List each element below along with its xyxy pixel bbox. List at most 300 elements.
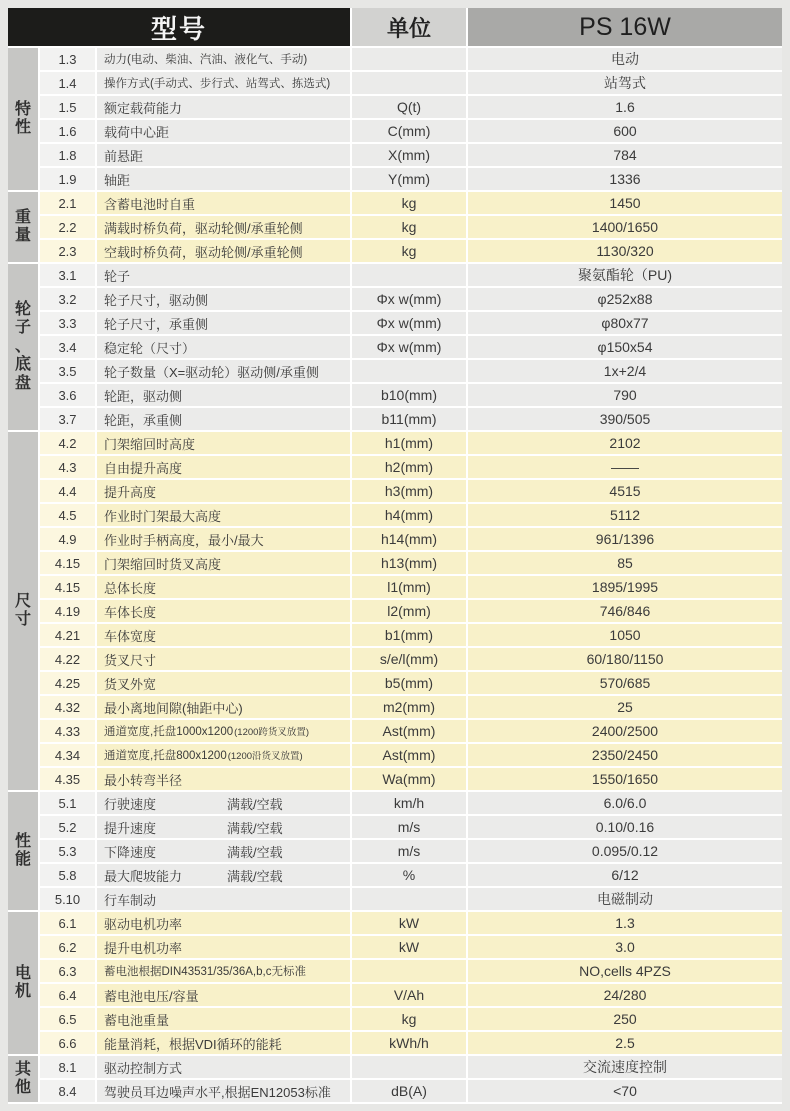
table-row <box>40 744 782 766</box>
row-value: 2.5 <box>468 1032 782 1054</box>
table-row <box>40 336 782 358</box>
row-value: 4515 <box>468 480 782 502</box>
section-label-char: 性 <box>14 832 31 850</box>
row-label-text: 满载时桥负荷，驱动轮侧/承重轮侧 <box>104 220 303 236</box>
row-value: φ150x54 <box>468 336 782 358</box>
table-row <box>40 672 782 694</box>
model-column-header: 型号 <box>8 8 350 46</box>
row-label-text: 最小离地间隙(轴距中心) <box>104 700 243 716</box>
row-number: 4.3 <box>40 456 95 478</box>
row-label <box>97 264 350 286</box>
row-label-text: 轮距，承重侧 <box>104 412 183 428</box>
row-label <box>97 864 350 886</box>
table-row <box>40 984 782 1006</box>
row-label <box>97 840 350 862</box>
row-unit: Q(t) <box>352 96 466 118</box>
row-label <box>97 1080 350 1102</box>
row-unit: s/e/l(mm) <box>352 648 466 670</box>
section-label <box>8 192 38 262</box>
row-value: 1895/1995 <box>468 576 782 598</box>
row-number: 1.6 <box>40 120 95 142</box>
row-unit: kWh/h <box>352 1032 466 1054</box>
table-row <box>40 1056 782 1078</box>
section-label-char: 子 <box>14 319 31 337</box>
section-label <box>8 432 38 790</box>
table-row <box>40 960 782 982</box>
row-label <box>97 144 350 166</box>
row-unit: kg <box>352 1008 466 1030</box>
row-label-text: 驱动控制方式 <box>104 1060 183 1076</box>
row-label-text: 载荷中心距 <box>104 124 170 140</box>
row-unit: Φx w(mm) <box>352 312 466 334</box>
row-label <box>97 816 350 838</box>
row-value: 746/846 <box>468 600 782 622</box>
row-label <box>97 696 350 718</box>
row-label-text: 作业时门架最大高度 <box>104 508 222 524</box>
row-label-text: 最小转弯半径 <box>104 772 183 788</box>
section-rows <box>40 432 782 790</box>
row-unit: m/s <box>352 816 466 838</box>
row-value: φ80x77 <box>468 312 782 334</box>
row-label-text: 自由提升高度 <box>104 460 183 476</box>
row-number: 4.15 <box>40 576 95 598</box>
table-row <box>40 96 782 118</box>
row-label-text: 轴距 <box>104 172 131 188</box>
row-label-note: (1200跨货叉放置) <box>234 727 310 738</box>
row-value: 0.095/0.12 <box>468 840 782 862</box>
row-unit <box>352 264 466 286</box>
row-number: 2.3 <box>40 240 95 262</box>
table-row <box>40 768 782 790</box>
row-label-text: 操作方式(手动式、步行式、站驾式、拣选式) <box>104 78 331 90</box>
row-label-text: 通道宽度,托盘1000x1200 <box>104 726 234 738</box>
row-label <box>97 336 350 358</box>
row-number: 8.1 <box>40 1056 95 1078</box>
section-rows <box>40 1056 782 1102</box>
table-row <box>40 384 782 406</box>
row-value: 60/180/1150 <box>468 648 782 670</box>
table-row <box>40 648 782 670</box>
row-label-text: 额定载荷能力 <box>104 100 183 116</box>
table-row <box>40 600 782 622</box>
row-number: 4.25 <box>40 672 95 694</box>
row-number: 1.8 <box>40 144 95 166</box>
section-rows <box>40 792 782 910</box>
row-label-text: 总体长度 <box>104 580 157 596</box>
row-unit <box>352 360 466 382</box>
table-row <box>40 504 782 526</box>
row-value: 2400/2500 <box>468 720 782 742</box>
row-value: 6/12 <box>468 864 782 886</box>
row-label-text: 通道宽度,托盘800x1200 <box>104 750 227 762</box>
row-label <box>97 120 350 142</box>
row-label <box>97 192 350 214</box>
section-性能 <box>8 792 782 910</box>
row-number: 4.5 <box>40 504 95 526</box>
row-unit <box>352 48 466 70</box>
row-label-text: 轮子数量（X=驱动轮）驱动侧/承重侧 <box>104 364 319 380</box>
row-number: 4.32 <box>40 696 95 718</box>
section-label-char: 尺 <box>14 592 31 610</box>
row-unit: Ast(mm) <box>352 744 466 766</box>
row-label <box>97 720 350 742</box>
section-label-char: 特 <box>14 100 31 118</box>
row-number: 4.21 <box>40 624 95 646</box>
row-label-text: 蓄电池重量 <box>104 1012 170 1028</box>
row-unit: m/s <box>352 840 466 862</box>
row-label-condition: 满载/空载 <box>227 796 283 812</box>
row-label <box>97 48 350 70</box>
table-header-row <box>8 8 782 46</box>
row-value: 1336 <box>468 168 782 190</box>
row-value: 电动 <box>468 48 782 70</box>
row-unit: h4(mm) <box>352 504 466 526</box>
row-unit: Φx w(mm) <box>352 288 466 310</box>
row-label-text: 车体长度 <box>104 604 157 620</box>
row-unit <box>352 72 466 94</box>
table-row <box>40 720 782 742</box>
table-row <box>40 792 782 814</box>
row-number: 3.3 <box>40 312 95 334</box>
section-label <box>8 48 38 190</box>
row-label-text: 含蓄电池时自重 <box>104 196 196 212</box>
row-number: 2.2 <box>40 216 95 238</box>
row-number: 3.6 <box>40 384 95 406</box>
row-unit: h2(mm) <box>352 456 466 478</box>
row-unit: h3(mm) <box>352 480 466 502</box>
row-label-text: 最大爬坡能力 <box>104 868 183 884</box>
table-row <box>40 864 782 886</box>
row-label <box>97 96 350 118</box>
row-number: 5.3 <box>40 840 95 862</box>
row-unit: Y(mm) <box>352 168 466 190</box>
row-number: 4.2 <box>40 432 95 454</box>
row-value: 1.6 <box>468 96 782 118</box>
row-value: 1x+2/4 <box>468 360 782 382</box>
table-row <box>40 120 782 142</box>
section-label-char: 性 <box>14 119 31 136</box>
section-rows <box>40 192 782 262</box>
table-row <box>40 144 782 166</box>
row-label <box>97 216 350 238</box>
section-rows <box>40 264 782 430</box>
section-label-char: 重 <box>14 208 31 226</box>
row-label-text: 轮子 <box>104 268 131 284</box>
row-label <box>97 936 350 958</box>
row-value: 6.0/6.0 <box>468 792 782 814</box>
row-label <box>97 504 350 526</box>
row-label-condition: 满载/空载 <box>227 820 283 836</box>
row-value: 站驾式 <box>468 72 782 94</box>
row-label <box>97 168 350 190</box>
row-unit: l1(mm) <box>352 576 466 598</box>
row-unit: Φx w(mm) <box>352 336 466 358</box>
row-value: —— <box>468 456 782 478</box>
row-unit: b10(mm) <box>352 384 466 406</box>
section-label-char: 其 <box>14 1060 31 1078</box>
row-value: 784 <box>468 144 782 166</box>
row-label-text: 蓄电池电压/容量 <box>104 988 199 1004</box>
row-value: 1130/320 <box>468 240 782 262</box>
row-value: 1550/1650 <box>468 768 782 790</box>
row-label <box>97 672 350 694</box>
row-label <box>97 960 350 982</box>
row-value: 2102 <box>468 432 782 454</box>
row-label <box>97 1008 350 1030</box>
row-unit: h1(mm) <box>352 432 466 454</box>
row-value: 600 <box>468 120 782 142</box>
row-unit <box>352 1056 466 1078</box>
row-unit: m2(mm) <box>352 696 466 718</box>
row-value: 5112 <box>468 504 782 526</box>
row-label <box>97 912 350 934</box>
row-value: 电磁制动 <box>468 888 782 910</box>
section-label-char: 能 <box>14 851 31 868</box>
row-label-condition: 满载/空载 <box>227 844 283 860</box>
row-label-text: 行车制动 <box>104 892 157 908</box>
row-label-text: 提升电机功率 <box>104 940 183 956</box>
row-value: φ252x88 <box>468 288 782 310</box>
row-unit: h14(mm) <box>352 528 466 550</box>
section-label-char: 寸 <box>14 611 31 628</box>
table-row <box>40 192 782 214</box>
row-unit: X(mm) <box>352 144 466 166</box>
table-row <box>40 1032 782 1054</box>
row-label <box>97 312 350 334</box>
row-label-text: 轮距，驱动侧 <box>104 388 183 404</box>
row-unit: l2(mm) <box>352 600 466 622</box>
section-label-char: 轮 <box>14 301 31 319</box>
table-row <box>40 456 782 478</box>
row-number: 4.22 <box>40 648 95 670</box>
row-label <box>97 288 350 310</box>
table-row <box>40 1080 782 1102</box>
row-number: 5.2 <box>40 816 95 838</box>
row-unit: b1(mm) <box>352 624 466 646</box>
row-label <box>97 648 350 670</box>
section-label-char: 量 <box>14 227 31 244</box>
row-number: 1.5 <box>40 96 95 118</box>
table-row <box>40 912 782 934</box>
section-rows <box>40 48 782 190</box>
row-label-text: 驾驶员耳边噪声水平,根据EN12053标准 <box>104 1084 331 1100</box>
row-label-text: 轮子尺寸，驱动侧 <box>104 292 209 308</box>
table-row <box>40 216 782 238</box>
row-unit: Wa(mm) <box>352 768 466 790</box>
row-number: 3.2 <box>40 288 95 310</box>
row-label <box>97 360 350 382</box>
section-label <box>8 912 38 1054</box>
table-row <box>40 432 782 454</box>
row-label-note: (1200沿货叉放置) <box>227 751 303 762</box>
row-label <box>97 600 350 622</box>
row-value: 390/505 <box>468 408 782 430</box>
row-unit <box>352 888 466 910</box>
row-number: 5.1 <box>40 792 95 814</box>
row-number: 4.4 <box>40 480 95 502</box>
row-unit: V/Ah <box>352 984 466 1006</box>
row-unit: C(mm) <box>352 120 466 142</box>
table-row <box>40 576 782 598</box>
row-unit: h13(mm) <box>352 552 466 574</box>
table-row <box>40 480 782 502</box>
table-row <box>40 936 782 958</box>
row-label <box>97 792 350 814</box>
row-unit <box>352 960 466 982</box>
row-number: 3.7 <box>40 408 95 430</box>
row-label <box>97 240 350 262</box>
model-name-header: PS 16W <box>468 8 782 46</box>
table-row <box>40 168 782 190</box>
row-label <box>97 432 350 454</box>
row-number: 6.2 <box>40 936 95 958</box>
section-label-char: 他 <box>14 1079 31 1096</box>
row-number: 3.1 <box>40 264 95 286</box>
row-label <box>97 528 350 550</box>
row-value: 1450 <box>468 192 782 214</box>
row-label <box>97 1056 350 1078</box>
row-label-text: 空载时桥负荷，驱动轮侧/承重轮侧 <box>104 244 303 260</box>
row-label <box>97 72 350 94</box>
row-value: 1400/1650 <box>468 216 782 238</box>
section-特性 <box>8 48 782 190</box>
row-value: 570/685 <box>468 672 782 694</box>
row-value: 961/1396 <box>468 528 782 550</box>
row-value: 85 <box>468 552 782 574</box>
row-number: 3.4 <box>40 336 95 358</box>
section-label <box>8 1056 38 1102</box>
row-label <box>97 744 350 766</box>
row-label-condition: 满载/空载 <box>227 868 283 884</box>
table-row <box>40 1008 782 1030</box>
row-label-text: 能量消耗，根据VDI循环的能耗 <box>104 1036 282 1052</box>
table-row <box>40 264 782 286</box>
row-label <box>97 408 350 430</box>
row-label-text: 门架缩回时高度 <box>104 436 196 452</box>
row-number: 6.1 <box>40 912 95 934</box>
row-label <box>97 552 350 574</box>
row-number: 4.15 <box>40 552 95 574</box>
row-value: 790 <box>468 384 782 406</box>
section-其他 <box>8 1056 782 1102</box>
row-label-text: 行驶速度 <box>104 796 157 812</box>
row-value: 25 <box>468 696 782 718</box>
row-unit: % <box>352 864 466 886</box>
row-label-text: 货叉尺寸 <box>104 652 157 668</box>
table-row <box>40 696 782 718</box>
row-label <box>97 624 350 646</box>
table-row <box>40 888 782 910</box>
section-label-char: 电 <box>14 964 31 982</box>
row-value: 交流速度控制 <box>468 1056 782 1078</box>
row-label-text: 前悬距 <box>104 148 144 164</box>
section-label <box>8 792 38 910</box>
row-label <box>97 456 350 478</box>
row-number: 4.33 <box>40 720 95 742</box>
row-number: 4.35 <box>40 768 95 790</box>
row-unit: km/h <box>352 792 466 814</box>
row-label <box>97 384 350 406</box>
row-unit: kg <box>352 216 466 238</box>
row-number: 5.8 <box>40 864 95 886</box>
row-value: NO,cells 4PZS <box>468 960 782 982</box>
row-label-text: 驱动电机功率 <box>104 916 183 932</box>
section-label <box>8 264 38 430</box>
section-重量 <box>8 192 782 262</box>
row-unit: kW <box>352 912 466 934</box>
row-unit: kg <box>352 240 466 262</box>
row-value: 3.0 <box>468 936 782 958</box>
table-row <box>40 288 782 310</box>
section-label-char: 盘 <box>14 374 31 392</box>
row-number: 6.3 <box>40 960 95 982</box>
row-number: 4.9 <box>40 528 95 550</box>
row-label <box>97 984 350 1006</box>
section-尺寸 <box>8 432 782 790</box>
row-label-text: 动力(电动、柴油、汽油、液化气、手动) <box>104 54 308 66</box>
row-label <box>97 1032 350 1054</box>
row-unit: kW <box>352 936 466 958</box>
row-number: 1.9 <box>40 168 95 190</box>
row-unit: Ast(mm) <box>352 720 466 742</box>
section-轮子、底盘 <box>8 264 782 430</box>
row-value: 0.10/0.16 <box>468 816 782 838</box>
row-number: 6.5 <box>40 1008 95 1030</box>
section-label-char: 机 <box>14 983 31 1000</box>
row-value: 1.3 <box>468 912 782 934</box>
row-number: 5.10 <box>40 888 95 910</box>
row-value: 250 <box>468 1008 782 1030</box>
row-label <box>97 888 350 910</box>
row-value: 24/280 <box>468 984 782 1006</box>
row-value: 聚氨酯轮（PU) <box>468 264 782 286</box>
row-number: 2.1 <box>40 192 95 214</box>
row-unit: b5(mm) <box>352 672 466 694</box>
row-label-text: 蓄电池根据DIN43531/35/36A,b,c无标准 <box>104 966 306 978</box>
row-unit: dB(A) <box>352 1080 466 1102</box>
row-number: 4.34 <box>40 744 95 766</box>
table-row <box>40 408 782 430</box>
row-unit: kg <box>352 192 466 214</box>
row-label-text: 货叉外宽 <box>104 676 157 692</box>
table-row <box>40 816 782 838</box>
table-row <box>40 240 782 262</box>
row-label <box>97 480 350 502</box>
row-number: 6.6 <box>40 1032 95 1054</box>
table-row <box>40 312 782 334</box>
table-row <box>40 48 782 70</box>
section-label-char: 、 <box>14 337 31 355</box>
row-number: 6.4 <box>40 984 95 1006</box>
section-rows <box>40 912 782 1054</box>
row-label-text: 轮子尺寸，承重侧 <box>104 316 209 332</box>
row-value: 1050 <box>468 624 782 646</box>
row-label <box>97 768 350 790</box>
table-row <box>40 72 782 94</box>
row-unit: b11(mm) <box>352 408 466 430</box>
row-value: <70 <box>468 1080 782 1102</box>
row-label-text: 下降速度 <box>104 844 157 860</box>
table-row <box>40 360 782 382</box>
row-number: 3.5 <box>40 360 95 382</box>
table-row <box>40 552 782 574</box>
row-number: 4.19 <box>40 600 95 622</box>
table-row <box>40 624 782 646</box>
table-row <box>40 528 782 550</box>
row-label-text: 门架缩回时货叉高度 <box>104 556 222 572</box>
spec-table-body <box>8 48 782 1102</box>
row-label-text: 作业时手柄高度，最小/最大 <box>104 532 264 548</box>
